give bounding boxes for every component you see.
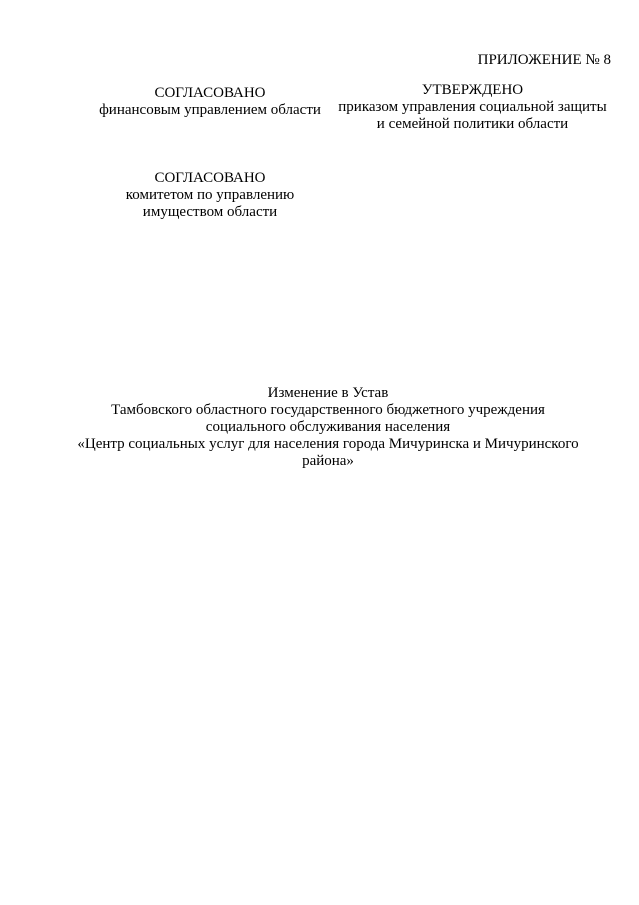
title-line-4: «Центр социальных услуг для населения города Мичуринска и Мичуринского	[77, 436, 579, 452]
agreed-property-line-1: комитетом по управлению	[125, 187, 295, 203]
agreed-property-line-2: имуществом области	[142, 204, 278, 220]
agreed-finance-authority: финансовым управлением области	[99, 102, 321, 118]
approved-line-2: и семейной политики области	[376, 116, 569, 132]
agreed-finance-block	[85, 85, 335, 119]
appendix-number: ПРИЛОЖЕНИЕ № 8	[477, 52, 611, 68]
agreed-property-heading: СОГЛАСОВАНО	[154, 170, 266, 186]
title-line-5: района»	[302, 453, 354, 469]
approved-heading: УТВЕРЖДЕНО	[421, 82, 524, 98]
approved-block	[335, 82, 610, 133]
agreed-finance-heading: СОГЛАСОВАНО	[154, 85, 266, 101]
title-line-1: Изменение в Устав	[267, 385, 389, 401]
title-line-2: Тамбовского областного государственного бюджетного учреждения	[111, 402, 545, 418]
agreed-property-block	[100, 170, 320, 221]
approved-line-1: приказом управления социальной защиты	[338, 99, 607, 115]
title-line-3: социального обслуживания населения	[205, 419, 451, 435]
document-title	[50, 385, 606, 470]
